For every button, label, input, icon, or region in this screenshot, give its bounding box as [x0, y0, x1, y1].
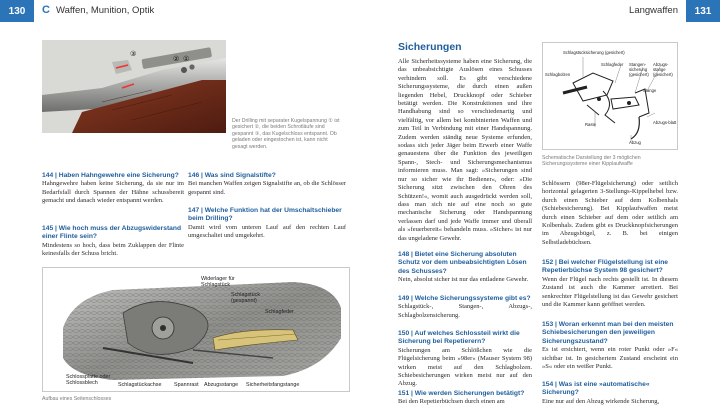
question-149-answer: Schlagstück-, Stangen-, Abzugs-, Schlagbolzensicherung.: [398, 303, 532, 319]
lock-caption: Aufbau eines Seitenschlosses: [42, 396, 112, 402]
question-153-answer: Es ist ersichtert, wenn ein roter Punkt oder »F« sichtbar ist. In gesichertem Zustand erscheint ein »S« oder ein weißer Punkt.: [542, 346, 678, 371]
question-149-title: 149 | Welche Sicherungssysteme gibt es?: [398, 295, 531, 302]
label-raste: Raste: [585, 122, 596, 127]
label-schlagfeder-diagram: Schlagfeder: [601, 62, 624, 67]
question-150-title: 150 | Auf welches Schlossteil wirkt die Sicherung bei Repetierern?: [398, 330, 520, 346]
chapter-letter: C: [42, 4, 50, 16]
intro-paragraph: Alle Sicherheitssysteme haben eine Sicherung, die das unbeabsichtigte Auslösen eines Schusses verhindern soll. Es gibt verschiedene Sicherungssysteme, die durch einen außen liegenden Hebel, Druckknopf oder Schieber betätigt werden. Die Konstruktionen und ihre Handhabung sind so verschiedenartig und vielfältig, vor allem bei kombinierten Waffen und zum Teil in Verbindung mit einer Handspannung. Zudem werden ständig neue Systeme erfunden, sodass sich jeder Jäger beim Erwerb einer Waffe genauestens über die Funktion des jeweiligen Spann-, Stech- und Sicherungsmechanismus informieren muss. Man sagt: »Sicherungen sind nur so sicher wie ihr Bediener«, oder: »Die Sicherung sitzt zwischen den Ohren des Schützen!«, womit auch ausgedrückt werden soll, dass man sich nie auf eine noch so gute mechanische Sicherung oder Handspannung verlassen darf und jede Waffe immer und überall als »feuerbereit« behandeln muss. »Sicher« ist nur das ungeladene Gewehr.: [398, 58, 532, 242]
label-abzugsstange-diagram: Abzugs-stange (gesichert): [653, 62, 673, 77]
label-schlagstueckachse: Schlagstückachse: [118, 382, 162, 388]
question-148-answer: Nein, absolut sicher ist nur das entladene Gewehr.: [398, 276, 529, 284]
question-151: [398, 390, 532, 407]
question-152-answer: Wenn der Flügel nach rechts gestellt ist. In diesem Zustand ist auch die Kammer arretiert. Bei senkrechter Flügelstellung ist das Gewehr gesichert und die Kammer kann geöffnet werden.: [542, 275, 678, 309]
label-abzugsblatt: Abzugs-blatt: [653, 120, 677, 125]
question-151-title: 151 | Wie werden Sicherungen betätigt?: [398, 390, 525, 397]
question-153-title: 153 | Woran erkennt man bei den meisten Schiebesicherungen den jeweiligen Sicherungszustand?: [542, 321, 674, 345]
label-schlagstuecksicherung: Schlagstücksicherung (gesichert): [563, 50, 625, 55]
chapter-title: Waffen, Munition, Optik: [56, 5, 155, 16]
safety-diagram-illustration: [543, 43, 678, 150]
label-abzugsstange: Abzugsstange: [204, 382, 239, 388]
question-148-title: 148 | Bietet eine Sicherung absoluten Schutz vor dem unbeabsichtigten Lösen des Schusses?: [398, 251, 527, 275]
left-page-header: [0, 0, 352, 22]
question-148: [398, 251, 532, 285]
drilling-photo: [42, 40, 226, 133]
question-145-title: 145 | Wie hoch muss der Abzugswiderstand einer Flinte sein?: [42, 225, 182, 241]
question-154-title: 154 | Was ist eine »automatische« Sicherung?: [542, 381, 650, 397]
label-sicherheitsfangstange: Sicherheitsfangstange: [246, 382, 300, 388]
label-stangensicherung: Stangen-sicherung (gesichert): [629, 62, 649, 77]
left-page-number: 130: [0, 0, 34, 22]
callout-2: ②: [173, 55, 180, 63]
question-145: [42, 225, 184, 259]
label-schlossplatte: Schlossplatte oder Schlossblech: [66, 374, 111, 387]
label-stange: Stange: [643, 88, 657, 93]
question-146-title: 146 | Was sind Signalstifte?: [188, 172, 276, 179]
side-lock-figure: [42, 267, 350, 392]
question-147-title: 147 | Welche Funktion hat der Umschaltschieber beim Drilling?: [188, 207, 342, 223]
question-146: [188, 172, 346, 197]
callout-1: ①: [183, 55, 190, 63]
question-146-answer: Bei manchen Waffen zeigen Signalstifte an, ob die Schlösser gespannt sind.: [188, 180, 346, 196]
question-144: [42, 172, 184, 206]
label-schlagstueck: Schlagstück (gespannt): [231, 292, 261, 305]
callout-3: ③: [130, 50, 137, 58]
question-149: [398, 295, 532, 320]
safety-diagram: [542, 42, 678, 150]
question-145-answer: Mindestens so hoch, dass beim Zuklappen der Flinte keinesfalls der Schuss bricht.: [42, 241, 184, 258]
question-154-answer: Eine nur auf den Abzug wirkende Sicherung,: [542, 397, 660, 405]
question-144-title: 144 | Haben Hahngewehre eine Sicherung?: [42, 172, 179, 179]
question-147-answer: Damit wird vom unteren Lauf auf den rechten Lauf umgeschaltet und umgekehrt.: [188, 223, 346, 240]
question-152-title: 152 | Bei welcher Flügelstellung ist eine Repetierbüchse System 98 gesichert?: [542, 259, 669, 275]
right-column-text: Schlössern (98er-Flügelsicherung) oder seitlich horizontal gelagerten 3-Stellungs-Kippelhebel bzw. durch einen Schieber auf dem Kolbenhals (Schiebesicherung). Bei Kipplaufwaffen meist durch einen Schieber auf dem oder seitlich am Kolbenhals. Zudem gibt es Druckknopfsicherungen im Abzugsbügel, z. B. bei einigen Selbstladebüchsen.: [542, 180, 678, 246]
section-title: Langwaffen: [629, 5, 678, 16]
diagram-caption: Schematische Darstellung der 3 möglichen Sicherungssysteme einer Kipplaufwaffe: [542, 155, 641, 168]
label-schlagfeder: Schlagfeder: [265, 309, 294, 315]
label-widerlager: Widerlager für Schlagstück: [201, 276, 235, 289]
question-150-answer: Sicherungen am Schlößchen wie die Flügelsicherung beim »98er« (Mauser System 98) wirken meist auf den Schlagbolzen. Schiebesicherungen wirken meist nur auf den Abzug.: [398, 346, 532, 388]
question-152: [542, 259, 678, 309]
question-154: [542, 381, 678, 406]
right-page-header: [366, 0, 720, 22]
label-schlagbolzen: Schlagbolzen: [545, 72, 571, 77]
label-abzug: Abzug: [629, 140, 641, 145]
question-150: [398, 330, 532, 389]
question-144-answer: Hahngewehre haben keine Sicherung, da sie nur im Bedarfsfall durch Spannen der Hähne schussbereit gemacht und danach wieder entspannt werden.: [42, 180, 184, 205]
right-page-number: 131: [686, 0, 720, 22]
label-spannrast: Spannrast: [174, 382, 199, 388]
question-153: [542, 321, 678, 371]
question-147: [188, 207, 346, 241]
photo-caption: Der Drilling mit separater Kugelspannung ① ist gesichert ②, die beiden Schrotläufe sind gespannt ③, das Kugelschloss entspannt. Ob geladen oder eingestochen ist, kann nicht gesagt werden.: [232, 118, 340, 150]
question-151-answer: Bei den Repetierbüchsen durch einen am: [398, 398, 505, 406]
section-heading: Sicherungen: [398, 41, 462, 53]
